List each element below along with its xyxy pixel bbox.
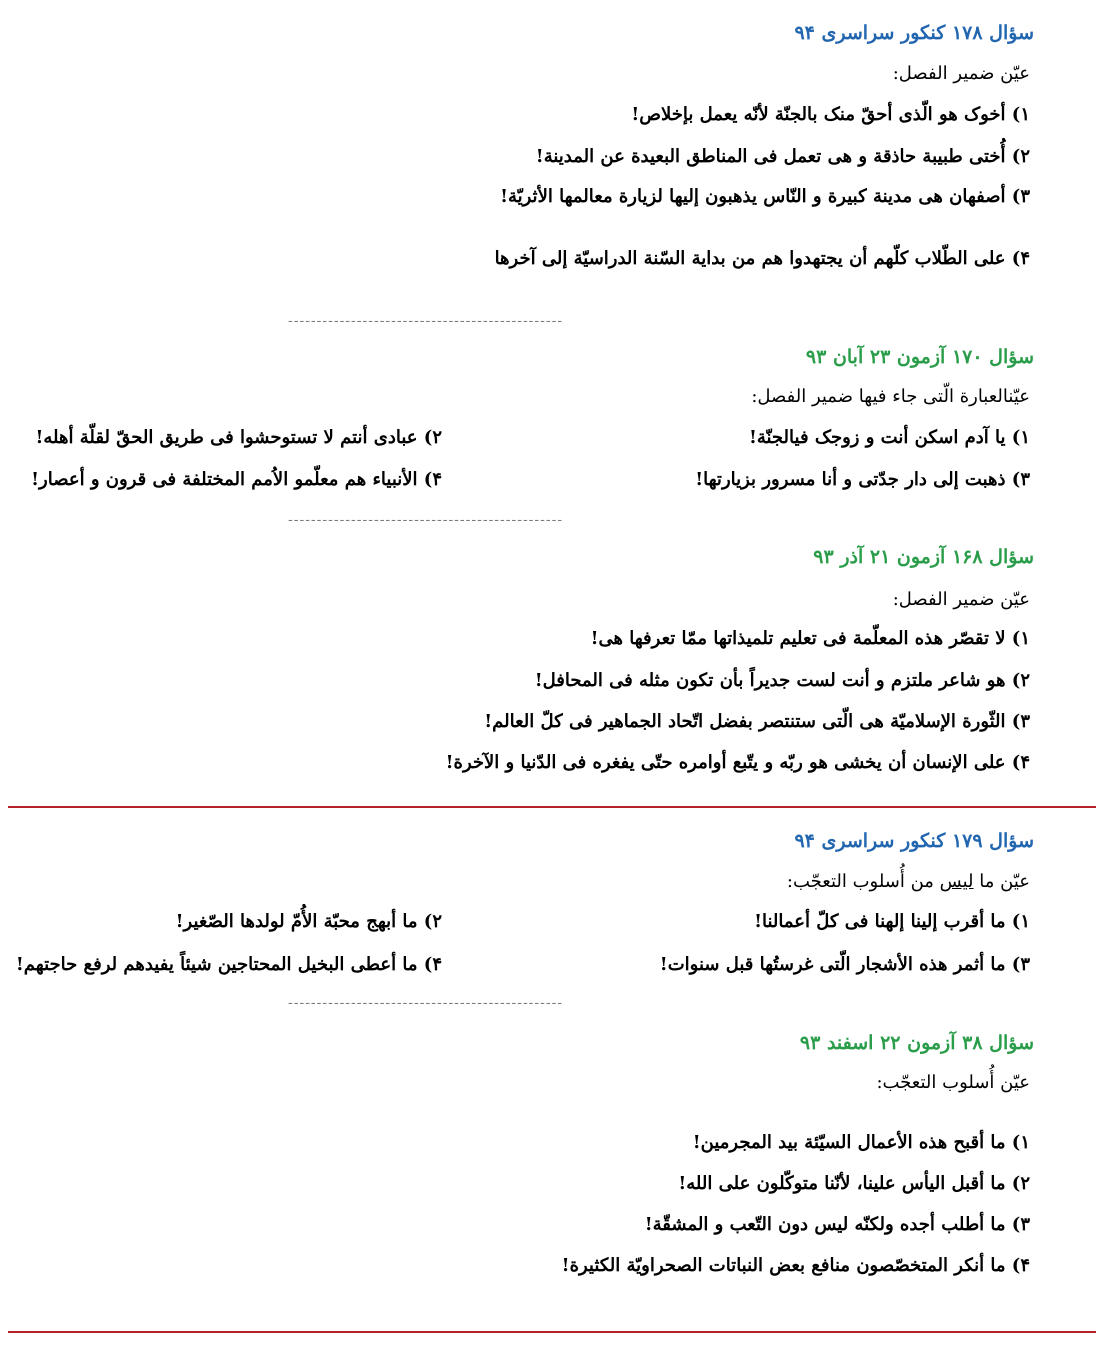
option-3: ۳) ما أطلب أجده ولکنّه لیس دون التّعب و المشقّة! (644, 1214, 1030, 1235)
option-3: ۳) ما أثمر هذه الأشجار الّتی غرستُها قبل سنوات! (659, 954, 1030, 975)
option-2: ۲) عبادی أنتم لا تستوحشوا فی طریق الحقّ لقلّة أهله! (35, 427, 442, 448)
dashed-separator: ------------------------------------------------ (288, 313, 564, 329)
underlined-word: لیس (939, 871, 974, 892)
question-prompt: عیّن ضمیر الفصل: (892, 63, 1030, 84)
section-divider (8, 1331, 1096, 1333)
question-title: سؤال ۱۷۸ کنکور سراسری ۹۴ (794, 22, 1034, 44)
option-3: ۳) الثّورة الإسلامیّة هی الّتی ستنتصر بفضل اتّحاد الجماهیر فی کلّ العالم! (484, 711, 1030, 732)
question-prompt: عیّن ما لیس من أُسلوب التعجّب: (786, 871, 1030, 892)
option-3: ۳) أصفهان هی مدینة کبیرة و النّاس یذهبون إلیها لزیارة معالمها الأثریّة! (500, 186, 1030, 207)
option-2: ۲) أُختی طبیبة حاذقة و هی تعمل فی المناطق البعیدة عن المدینة! (535, 146, 1030, 167)
question-prompt: عیّن ضمیر الفصل: (892, 589, 1030, 610)
question-prompt: عیّن أُسلوب التعجّب: (876, 1072, 1030, 1093)
option-2: ۲) هو شاعر ملتزم و أنت لست جدیراً بأن تکون مثله فی المحافل! (534, 670, 1030, 691)
option-1: ۱) ما أقبح هذه الأعمال السیّئة بید المجرمین! (692, 1132, 1030, 1153)
question-title: سؤال ۱۷۹ کنکور سراسری ۹۴ (794, 830, 1034, 852)
option-4: ۴) الأنبیاء هم معلّمو الاُمم المختلفة فی قرون و أعصار! (31, 469, 442, 490)
dashed-separator: ------------------------------------------------ (288, 995, 564, 1011)
question-title: سؤال ۳۸ آزمون ۲۲ اسفند ۹۳ (799, 1032, 1034, 1054)
option-2: ۲) ما أقبل الیأس علینا، لأنّنا متوکّلون علی الله! (678, 1173, 1030, 1194)
dashed-separator: ------------------------------------------------ (288, 512, 564, 528)
option-3: ۳) ذهبت إلی دار جدّتی و أنا مسرور بزیارتها! (695, 469, 1030, 490)
option-1: ۱) یا آدم اسکن أنت و زوجک فیالجنّة! (748, 427, 1030, 448)
option-1: ۱) ما أقرب إلینا إلهنا فی کلّ أعمالنا! (754, 911, 1030, 932)
option-1: ۱) لا تقصّر هذه المعلّمة فی تعلیم تلمیذاتها ممّا تعرفها هی! (590, 628, 1030, 649)
question-title: سؤال ۱۶۸ آزمون ۲۱ آذر ۹۳ (813, 546, 1034, 568)
question-prompt: عیّنالعبارة الّتی جاء فیها ضمیر الفصل: (751, 386, 1030, 407)
option-4: ۴) ما أنکر المتخصّصون منافع بعض النباتات الصحراویّة الکثیرة! (561, 1255, 1030, 1276)
question-title: سؤال ۱۷۰ آزمون ۲۳ آبان ۹۳ (805, 346, 1034, 368)
option-1: ۱) أخوک هو الّذی أحقّ منک بالجنّة لأنّه یعمل بإخلاص! (631, 104, 1030, 125)
section-divider (8, 806, 1096, 808)
option-4: ۴) علی الإنسان أن یخشی هو ربّه و یتّبع أوامره حتّی یفغره فی الدّنیا و الآخرة! (445, 752, 1030, 773)
option-4: ۴) ما أعطی البخیل المحتاجین شیئاً یفیدهم لرفع حاجتهم! (15, 954, 442, 975)
option-4: ۴) علی الطّلاب کلّهم أن یجتهدوا هم من بدایة السّنة الدراسیّة إلی آخرها (494, 248, 1030, 269)
option-2: ۲) ما أبهج محبّة الأُمّ لولدها الصّغیر! (175, 911, 442, 932)
